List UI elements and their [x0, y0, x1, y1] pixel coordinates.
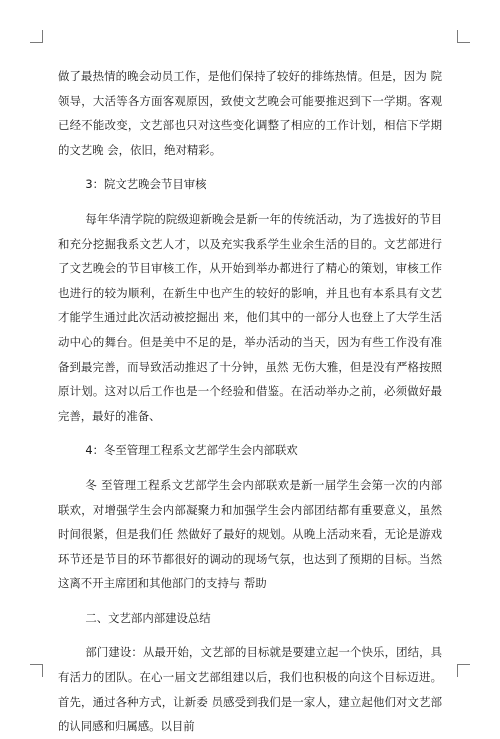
heading-program-review: 3：院文艺晚会节目审核 — [85, 177, 207, 192]
paragraph-internal-building: 部门建设：从最开始，文艺部的目标就是要建立起一个快乐，团结，具有活力的团队。在心一届文艺部组建以后，我们也积极的向这个目标迈进。首先，通过各种方式，让新委 员感受到我们是一家人，建立起他们对文艺部的认同感和归属感。以目前 — [58, 645, 442, 734]
document-body — [58, 64, 442, 739]
paragraph-continuation: 做了最热情的晚会动员工作，是他们保持了较好的排练热情。但是，因为 院领导，大活等各方面客观原因，致使文艺晚会可能要推迟到下一学期。客观已经不能改变，文艺部也只对这些变化调整了相应的工作计划，相信下学期的文艺晚 会，依旧，绝对精彩。 — [58, 69, 442, 157]
heading-internal-building: 二、文艺部内部建设总结 — [85, 610, 211, 625]
corner-crop-mark-bottom-left — [30, 664, 43, 677]
heading-winter-solstice-party: 4：冬至管理工程系文艺部学生会内部联欢 — [85, 443, 298, 458]
paragraph-winter-solstice-party: 冬 至管理工程系文艺部学生会内部联欢是新一届学生会第一次的内部联欢，对增强学生会内部凝聚力和加强学生会内部团结都有重要意义，虽然时间很紧，但是我们任 然做好了最好的规划。从晚上活动来看，无论是游戏环节还是节目的环节都很好的调动的现场气氛，也达到了预期的目标。当然这离不开主席团和其他部门的支持与 帮助 — [58, 477, 442, 591]
corner-crop-mark-top-right — [457, 30, 470, 43]
corner-crop-mark-top-left — [30, 30, 43, 43]
corner-crop-mark-bottom-right — [457, 664, 470, 677]
paragraph-program-review: 每年华清学院的院级迎新晚会是新一年的传统活动，为了选拔好的节目和充分挖掘我系文艺人才，以及充实我系学生业余生活的目的。文艺部进行了文艺晚会的节目审核工作，从开始到举办都进行了精心的策划，审核工作也进行的较为顺利，在新生中也产生的较好的影响，并且也有本系具有文艺才能学生通过此次活动被挖掘出 来，他们其中的一部分人也登上了大学生活动中心的舞台。但是美中不足的是，举办活动的当天，因为有些工作没有准备到最完善，而导致活动推迟了十分钟，虽然 无伤大雅，但是没有严格按照原计划。这对以后工作也是一个经验和借鉴。在活动举办之前，必须做好最完善，最好的准备、 — [58, 211, 442, 423]
